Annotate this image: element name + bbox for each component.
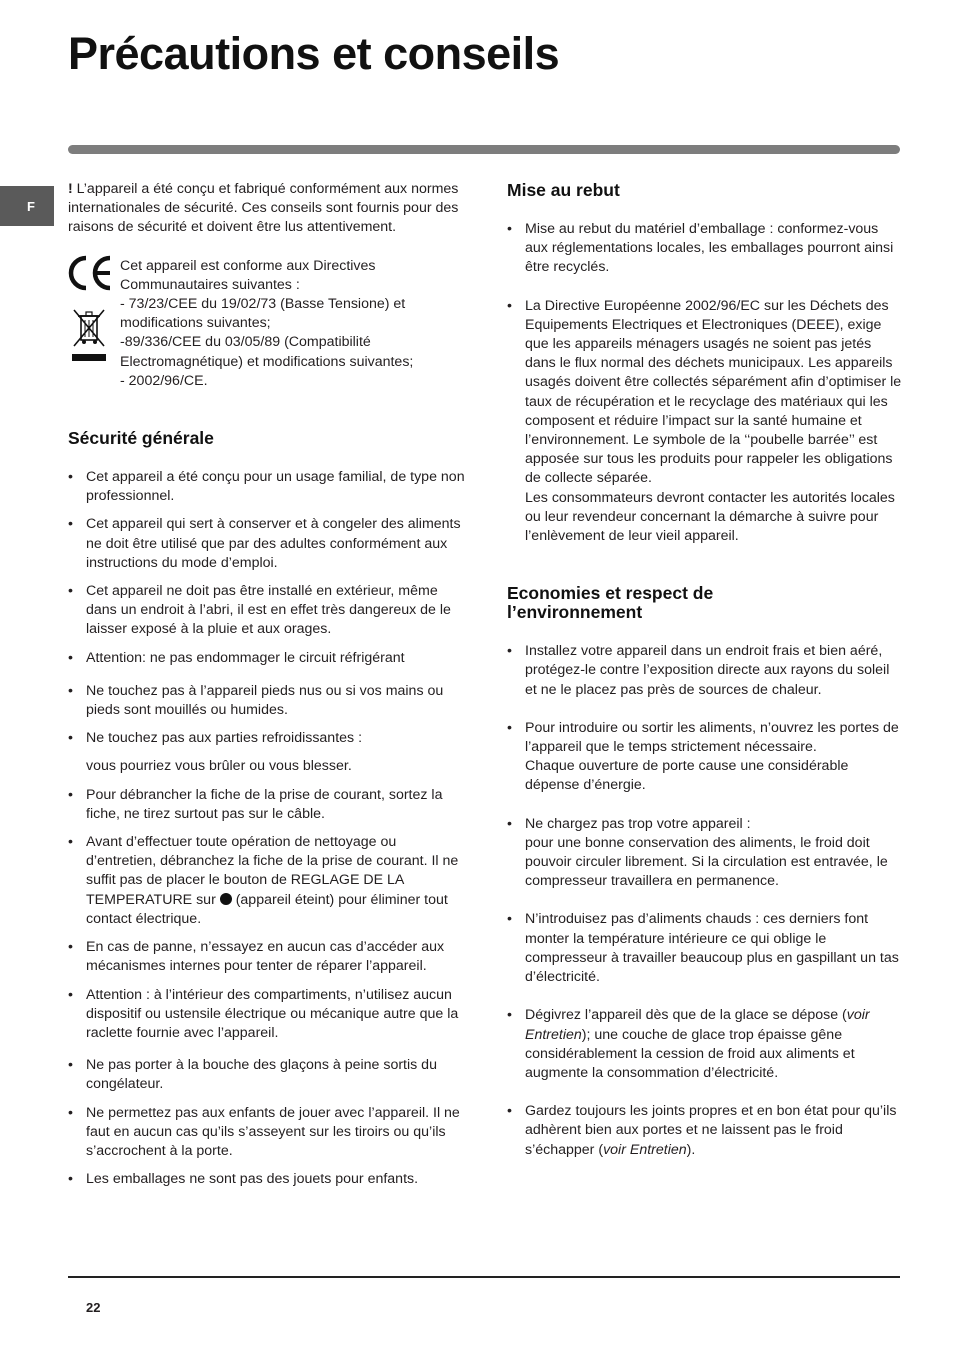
- section-heading-environment: Economies et respect de l’environnement: [507, 583, 714, 623]
- off-position-dot-icon: [220, 893, 232, 905]
- section-heading-security: Sécurité générale: [68, 428, 214, 449]
- intro-text: L’appareil a été conçu et fabriqué conformément aux normes internationales de sécurité. Ces conseils sont fournis pour des raisons de sécurité et doivent être lus attentivement.: [68, 181, 459, 236]
- list-item: • Cet appareil qui sert à conserver et à congeler des aliments ne doit être utilisé que par des adultes conformément aux instructions du mode d’emploi.: [68, 515, 468, 573]
- security-list-2: [68, 786, 468, 1190]
- directive-line: -89/336/CEE du 03/05/89 (Compatibilité Electromagnétique) et modifications suivantes;: [120, 334, 414, 370]
- crossed-bin-icon: [70, 308, 108, 364]
- directive-line: - 73/23/CEE du 19/02/73 (Basse Tensione) et modifications suivantes;: [120, 296, 406, 332]
- page-title: Précautions et conseils: [68, 28, 560, 79]
- ce-compliance-block: [68, 257, 468, 391]
- list-item: • Ne touchez pas aux parties refroidissantes :: [68, 729, 468, 748]
- list-item: • N’introduisez pas d’aliments chauds : ces derniers font monter la température intérieure ce qui oblige le compresseur à travailler beaucoup plus en gaspillant un tas d’électricité.: [507, 910, 902, 987]
- footer-divider: [68, 1276, 900, 1278]
- list-item: • La Directive Européenne 2002/96/EC sur les Déchets des Equipements Electriques et Electroniques (DEEE), exige que les appareils ménagers usagés ne soient pas jetés dans le flux normal des déchets municipaux. Les appareils usagés doivent être collectés séparément afin d’optimiser le taux de récupération et le recyclage des matériaux qui les composent et réduire l’impact sur la santé humaine et l’environnement. Le symbole de la ‘‘poubelle barrée’’ est apposée sur tous les produits pour rappeler les obligations de collecte séparée. Les consommateurs devront contacter les autorités locales ou leur revendeur concernant la démarche à suivre pour l’enlèvement de leur vieil appareil.: [507, 297, 902, 547]
- language-tab: F: [0, 186, 54, 226]
- list-item: • Attention : à l’intérieur des compartiments, n’utilisez aucun dispositif ou ustensile électrique ou mécanique autre que la raclette fournie avec l’appareil.: [68, 986, 468, 1044]
- intro-paragraph: [68, 180, 468, 238]
- list-item: • Ne touchez pas à l’appareil pieds nus ou si vos mains ou pieds sont mouillés ou humides.: [68, 682, 468, 720]
- disposal-list: [507, 220, 902, 546]
- list-item: • En cas de panne, n’essayez en aucun cas d’accéder aux mécanismes internes pour tenter de réparer l’appareil.: [68, 938, 468, 976]
- list-item: • Dégivrez l’appareil dès que de la glace se dépose (voir Entretien); une couche de glace trop épaisse gêne considérablement la cession de froid aux aliments et augmente la consommation d’électricité.: [507, 1006, 902, 1083]
- list-item: • Ne pas porter à la bouche des glaçons à peine sortis du congélateur.: [68, 1056, 468, 1094]
- list-item: • Les emballages ne sont pas des jouets pour enfants.: [68, 1170, 468, 1189]
- warning-mark: !: [68, 181, 73, 197]
- list-item: • Ne chargez pas trop votre appareil : pour une bonne conservation des aliments, le froid doit pouvoir circuler librement. Si la circulation est entravée, le compresseur travaillera en permanence.: [507, 815, 902, 892]
- list-item: • Ne permettez pas aux enfants de jouer avec l’appareil. Il ne faut en aucun cas qu’ils s’asseyent sur les tiroirs ou qu’ils s’accrochent à la porte.: [68, 1104, 468, 1162]
- section-heading-disposal: Mise au rebut: [507, 180, 620, 200]
- list-item: • Installez votre appareil dans un endroit frais et bien aéré, protégez-le contre l’exposition directe aux rayons du soleil et ne le placez pas près de sources de chaleur.: [507, 642, 902, 700]
- security-list: [68, 468, 468, 748]
- ce-mark-icon: [66, 255, 114, 291]
- list-item: • Gardez toujours les joints propres et en bon état pour qu’ils adhèrent bien aux portes et ne laissent pas le froid s’échapper (voir Entretien).: [507, 1102, 902, 1160]
- page-number: 22: [86, 1300, 101, 1315]
- list-item: • Attention: ne pas endommager le circuit réfrigérant: [68, 649, 468, 668]
- environment-list: [507, 642, 902, 1159]
- list-item: • Cet appareil a été conçu pour un usage familial, de type non professionnel.: [68, 468, 468, 506]
- security-note: vous pourriez vous brûler ou vous blesser.: [86, 758, 352, 775]
- directive-line: - 2002/96/CE.: [120, 372, 208, 389]
- list-item: • Mise au rebut du matériel d’emballage : conformez-vous aux réglementations locales, les emballages pourront ainsi être recyclés.: [507, 220, 902, 278]
- list-item: • Pour débrancher la fiche de la prise de courant, sortez la fiche, ne tirez surtout pas sur le câble.: [68, 786, 468, 824]
- directive-line: Cet appareil est conforme aux Directives Communautaires suivantes :: [120, 257, 376, 293]
- title-divider: [68, 145, 900, 154]
- right-column: [507, 180, 902, 1160]
- left-column: [68, 180, 468, 1189]
- list-item: • Pour introduire ou sortir les aliments, n’ouvrez les portes de l’appareil que le temps strictement nécessaire. Chaque ouverture de porte cause une considérable dépense d’énergie.: [507, 719, 902, 796]
- list-item: • Cet appareil ne doit pas être installé en extérieur, même dans un endroit à l’abri, il est en effet très dangereux de le laisser exposé à la pluie et aux orages.: [68, 582, 468, 640]
- list-item-cleaning: • Avant d’effectuer toute opération de nettoyage ou d’entretien, débranchez la fiche de la prise de courant. Il ne suffit pas de placer le bouton de REGLAGE DE LA TEMPERATURE sur (appareil éteint) pour éliminer tout contact électrique.: [68, 833, 468, 929]
